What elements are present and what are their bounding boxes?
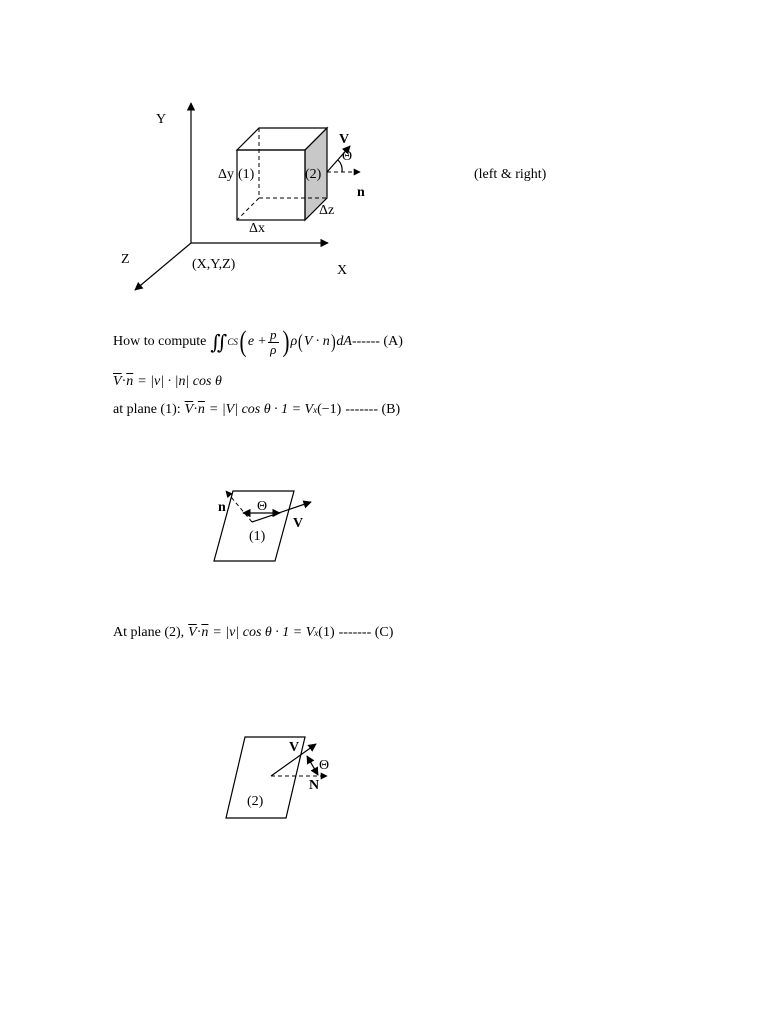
double-integral: ∬ bbox=[210, 331, 228, 354]
vector-n: $\overline{n}$ bbox=[126, 374, 134, 389]
normal-label: n bbox=[218, 500, 226, 515]
velocity-label: V bbox=[289, 740, 300, 755]
x-subscript: x bbox=[314, 628, 319, 638]
vector-n: $\overline{n}$ bbox=[201, 625, 209, 640]
dot-product-rhs: = |v| · |n| cos θ bbox=[137, 374, 222, 389]
equation-b-rhs: = |V| cos θ · 1 = V bbox=[208, 402, 314, 417]
delta-x-label: Δx bbox=[249, 221, 266, 236]
velocity-label: V bbox=[339, 132, 350, 147]
symbol-rho: ρ bbox=[290, 334, 298, 349]
vector-v: $\overline{V}$ bbox=[113, 374, 122, 389]
vector-v: $\overline{V}$ bbox=[188, 625, 197, 640]
side-note: (left & right) bbox=[474, 167, 547, 182]
origin-label: (X,Y,Z) bbox=[192, 257, 236, 272]
fraction-numerator: p bbox=[270, 326, 277, 342]
v-dot-n: V · n bbox=[303, 334, 330, 349]
equation-b-prefix: at plane (1): bbox=[113, 402, 181, 417]
symbol-e: e bbox=[247, 334, 255, 349]
equation-c-prefix: At plane (2), bbox=[113, 625, 185, 640]
vector-n: $\overline{n}$ bbox=[197, 402, 205, 417]
delta-y-label: Δy bbox=[218, 167, 235, 182]
face-2-label: (2) bbox=[305, 167, 322, 182]
symbol-da: dA bbox=[336, 334, 352, 349]
delta-z-label: Δz bbox=[319, 203, 335, 218]
equation-a: How to compute ∬ CS ( e + $\frac{p}{\rho}$ ) ρ ( V · n ) dA ------ (A) bbox=[113, 325, 403, 358]
x-subscript: x bbox=[313, 405, 318, 415]
plane-label: (1) bbox=[249, 529, 266, 544]
normal-label: N bbox=[309, 778, 320, 793]
equation-a-prefix: How to compute bbox=[113, 334, 207, 349]
vector-v: $\overline{V}$ bbox=[184, 402, 194, 417]
dot-operator: · bbox=[193, 402, 198, 417]
cs-subscript: CS bbox=[227, 337, 238, 347]
theta-label: Θ bbox=[257, 499, 268, 514]
velocity-label: V bbox=[293, 516, 304, 531]
equation-c-paren: (1) bbox=[318, 625, 335, 640]
y-axis-label: Y bbox=[156, 112, 167, 127]
angle-arrow bbox=[307, 756, 318, 775]
equation-c-tag: ------- (C) bbox=[338, 625, 394, 640]
plane-label: (2) bbox=[247, 794, 264, 809]
equation-c-rhs: = |v| cos θ · 1 = V bbox=[212, 625, 315, 640]
equation-b-tag: ------- (B) bbox=[345, 402, 401, 417]
theta-label: Θ bbox=[319, 758, 330, 773]
theta-label: Θ bbox=[342, 149, 353, 164]
dot-operator: · bbox=[121, 374, 127, 389]
fraction-denominator: ρ bbox=[270, 341, 277, 357]
normal-label: n bbox=[357, 185, 365, 200]
dot-operator: · bbox=[196, 625, 202, 640]
face-1-label: (1) bbox=[238, 167, 255, 182]
z-axis-label: Z bbox=[121, 252, 130, 267]
x-axis-label: X bbox=[337, 263, 348, 278]
equation-a-tag: ------ (A) bbox=[351, 334, 403, 349]
symbol-plus: + bbox=[258, 334, 266, 349]
equation-b-paren: (−1) bbox=[317, 402, 342, 417]
